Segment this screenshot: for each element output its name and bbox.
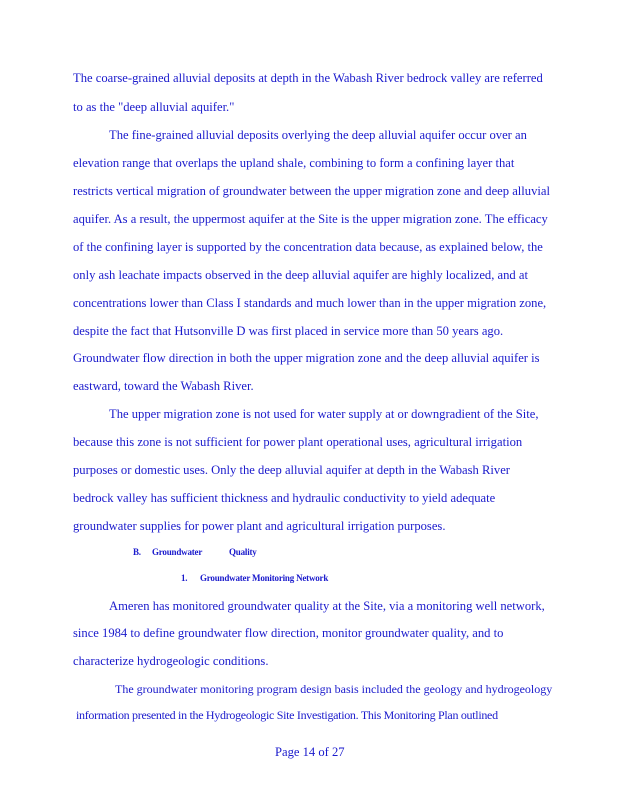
text-line: only ash leachate impacts observed in the deep alluvial aquifer are highly localized, and at [73, 268, 528, 282]
text-line: Ameren has monitored groundwater quality at the Site, via a monitoring well network, [109, 599, 545, 613]
text-line: despite the fact that Hutsonville D was first placed in service more than 50 years ago. [73, 324, 504, 338]
text-line: purposes or domestic uses. Only the deep alluvial aquifer at depth in the Wabash River [73, 463, 510, 477]
page-number: Page 14 of 27 [275, 745, 345, 759]
text-line: elevation range that overlaps the upland shale, combining to form a confining layer that [73, 156, 515, 170]
text-line: The coarse-grained alluvial deposits at depth in the Wabash River bedrock valley are referred [73, 71, 543, 85]
section-letter: B. [133, 547, 141, 557]
subsection-heading: Groundwater Monitoring Network [200, 573, 329, 583]
text-line: information presented in the Hydrogeologic Site Investigation. This Monitoring Plan outlined [76, 708, 498, 722]
text-line: concentrations lower than Class I standards and much lower than in the upper migration zone, [73, 296, 547, 310]
text-line: bedrock valley has sufficient thickness and hydraulic conductivity to yield adequate [73, 491, 496, 505]
text-line: because this zone is not sufficient for power plant operational uses, agricultural irrigation [73, 435, 523, 449]
text-line: aquifer. As a result, the uppermost aquifer at the Site is the upper migration zone. The efficacy [73, 212, 548, 226]
text-line: to as the "deep alluvial aquifer." [73, 100, 235, 114]
text-line: The groundwater monitoring program design basis included the geology and hydrogeology [115, 682, 553, 696]
text-line: The upper migration zone is not used for water supply at or downgradient of the Site, [109, 407, 539, 421]
subsection-number: 1. [181, 573, 188, 583]
text-line: restricts vertical migration of groundwater between the upper migration zone and deep alluvial [73, 184, 550, 198]
text-line: since 1984 to define groundwater flow direction, monitor groundwater quality, and to [73, 626, 504, 640]
text-line: eastward, toward the Wabash River. [73, 379, 254, 393]
section-heading-word: Groundwater [152, 547, 203, 557]
text-line: of the confining layer is supported by the concentration data because, as explained below, the [73, 240, 543, 254]
text-line: The fine-grained alluvial deposits overlying the deep alluvial aquifer occur over an [109, 128, 527, 142]
text-line: groundwater supplies for power plant and agricultural irrigation purposes. [73, 519, 446, 533]
section-heading-word: Quality [229, 547, 257, 557]
text-line: Groundwater flow direction in both the upper migration zone and the deep alluvial aquifer is [73, 351, 540, 365]
text-line: characterize hydrogeologic conditions. [73, 654, 269, 668]
